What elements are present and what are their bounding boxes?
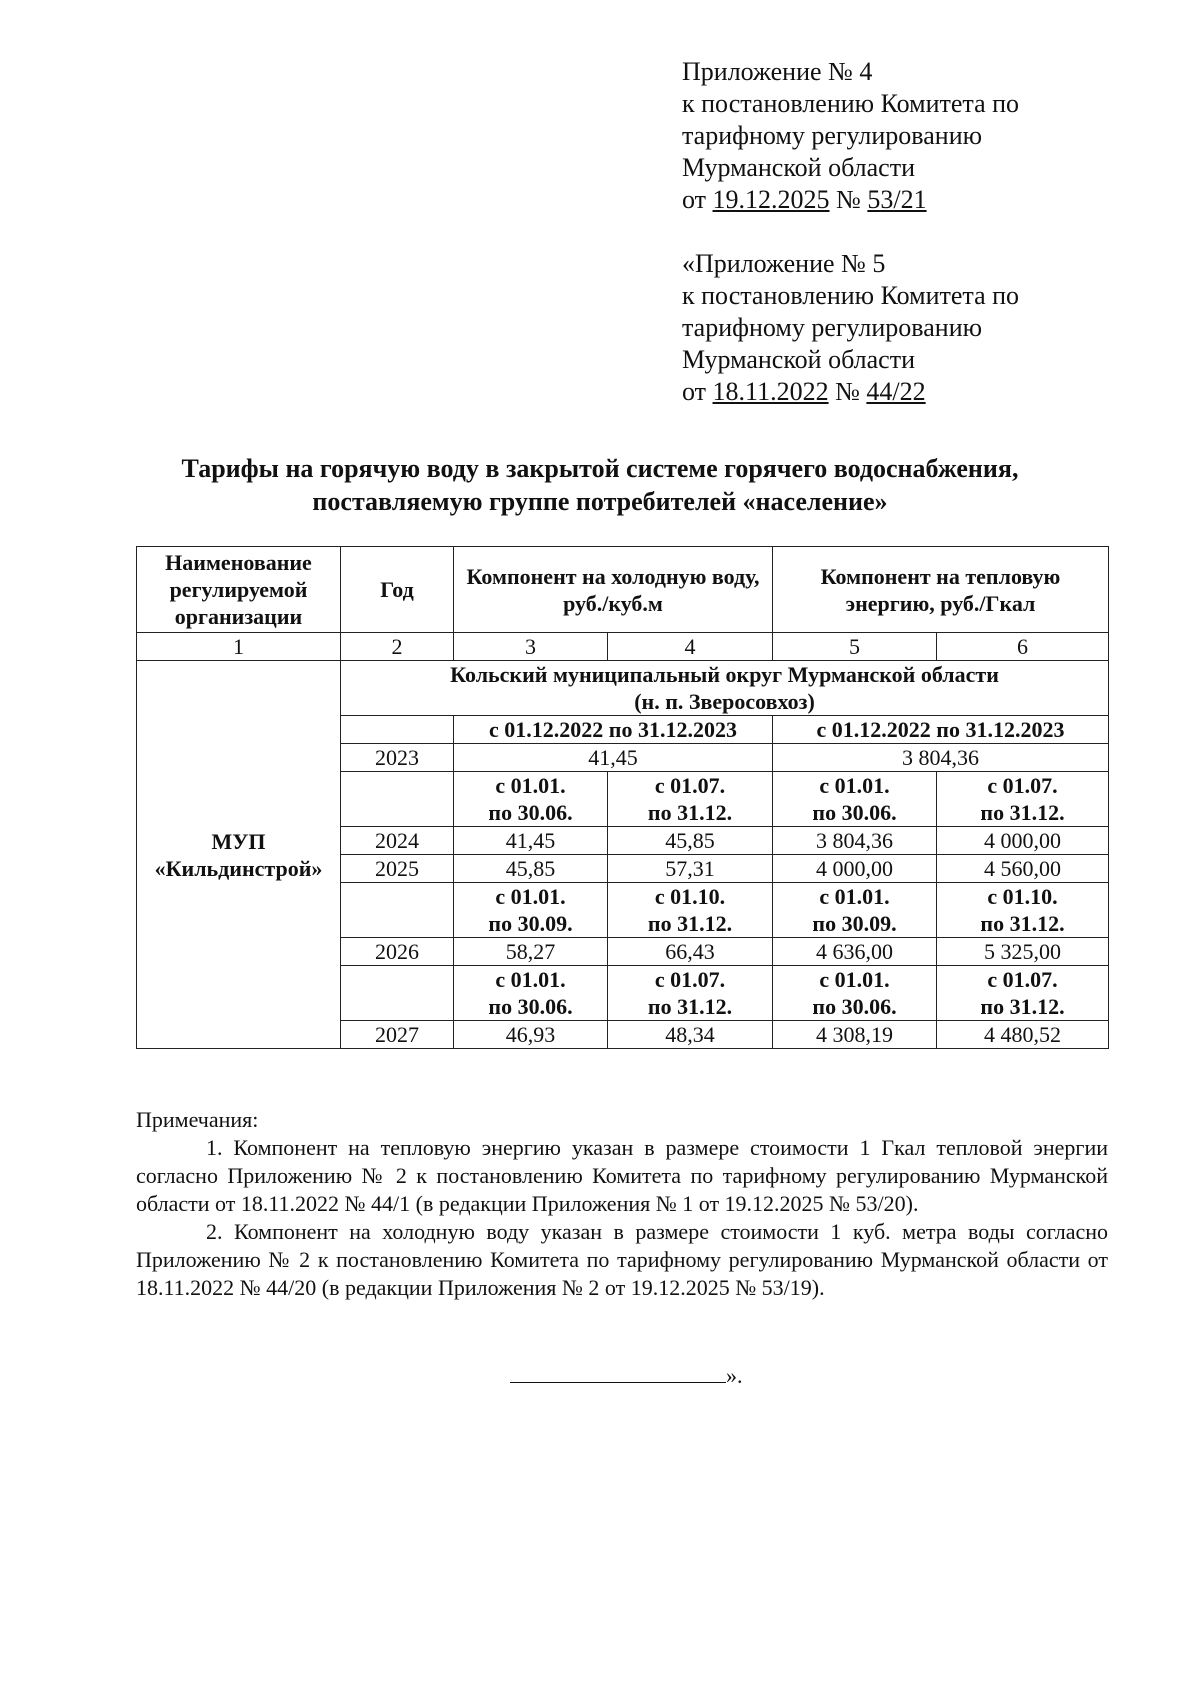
value-heat: 4 560,00 bbox=[937, 855, 1109, 883]
column-number: 4 bbox=[608, 633, 773, 661]
period-from: с 01.07. bbox=[654, 967, 726, 992]
period-to: по 31.12. bbox=[647, 911, 733, 936]
organization-name-cell bbox=[137, 661, 341, 1049]
notes-section bbox=[136, 1106, 1108, 1302]
number-prefix: № bbox=[828, 377, 867, 406]
value-cold: 45,85 bbox=[608, 827, 773, 855]
appendix-header-line: тарифному регулированию bbox=[682, 313, 983, 342]
range-cold: с 01.12.2022 по 31.12.2023 bbox=[454, 716, 773, 744]
number-prefix: № bbox=[829, 185, 868, 214]
period-from: с 01.10. bbox=[987, 884, 1058, 909]
value-heat: 4 000,00 bbox=[937, 827, 1109, 855]
year-cell: 2025 bbox=[341, 855, 454, 883]
organization-name: МУП bbox=[211, 828, 266, 854]
year-cell: 2026 bbox=[341, 938, 454, 966]
period-cell bbox=[773, 883, 937, 938]
empty-cell bbox=[341, 716, 454, 744]
value-heat: 3 804,36 bbox=[773, 827, 937, 855]
period-cell bbox=[608, 966, 773, 1021]
value-heat: 3 804,36 bbox=[773, 744, 1109, 772]
range-heat: с 01.12.2022 по 31.12.2023 bbox=[773, 716, 1109, 744]
header-heat-energy: Компонент на тепловую энергию, руб./Гкал bbox=[773, 547, 1109, 633]
header-year: Год bbox=[341, 547, 454, 633]
year-cell: 2023 bbox=[341, 744, 454, 772]
period-to: по 30.06. bbox=[812, 800, 897, 825]
period-to: по 31.12. bbox=[980, 800, 1065, 825]
column-number: 3 bbox=[454, 633, 608, 661]
period-to: по 30.09. bbox=[812, 911, 897, 936]
table-header-row bbox=[137, 547, 1109, 633]
value-cold: 41,45 bbox=[454, 744, 773, 772]
period-cell bbox=[608, 772, 773, 827]
value-cold: 46,93 bbox=[454, 1021, 608, 1049]
appendix-header-line: к постановлению Комитета по bbox=[682, 281, 1020, 310]
empty-cell bbox=[341, 883, 454, 938]
value-heat: 4 480,52 bbox=[937, 1021, 1109, 1049]
appendix-date: 19.12.2025 bbox=[712, 185, 830, 214]
period-cell bbox=[454, 966, 608, 1021]
period-from: с 01.07. bbox=[987, 773, 1058, 798]
appendix-header-line: Мурманской области bbox=[682, 153, 915, 182]
appendix-header-line: к постановлению Комитета по bbox=[682, 89, 1020, 118]
column-number: 1 bbox=[137, 633, 341, 661]
location-name: Кольский муниципальный округ Мурманской области bbox=[450, 662, 999, 687]
spacer bbox=[682, 216, 1162, 248]
value-heat: 5 325,00 bbox=[937, 938, 1109, 966]
period-to: по 30.06. bbox=[812, 994, 897, 1019]
notes-heading: Примечания: bbox=[136, 1107, 259, 1132]
column-number: 6 bbox=[937, 633, 1109, 661]
period-from: с 01.07. bbox=[987, 967, 1058, 992]
period-cell bbox=[773, 772, 937, 827]
period-from: с 01.10. bbox=[654, 884, 726, 909]
period-cell bbox=[773, 966, 937, 1021]
appendix-date: 18.11.2022 bbox=[712, 377, 829, 406]
period-from: с 01.01. bbox=[495, 773, 566, 798]
appendix-header-line: «Приложение № 5 bbox=[682, 249, 886, 278]
value-heat: 4 308,19 bbox=[773, 1021, 937, 1049]
note-item: 1. Компонент на тепловую энергию указан в размере стоимости 1 Гкал тепловой энергии согласно Приложению № 2 к постановлению Комитета по тарифному регулированию Мурманской области от 18.11.2022 № 44/1 (в редакции Приложения № 1 от 19.12.2025 № 53/20). bbox=[136, 1135, 1108, 1216]
appendix-date-line bbox=[682, 376, 1162, 408]
value-cold: 41,45 bbox=[454, 827, 608, 855]
period-to: по 31.12. bbox=[647, 994, 733, 1019]
appendix-header-line: Приложение № 4 bbox=[682, 57, 873, 86]
period-cell bbox=[937, 966, 1109, 1021]
appendix-number: 44/22 bbox=[866, 377, 926, 406]
closing-mark bbox=[510, 1360, 743, 1390]
closing-quote: ». bbox=[726, 1363, 743, 1388]
period-cell bbox=[608, 883, 773, 938]
value-cold: 66,43 bbox=[608, 938, 773, 966]
note-item: 2. Компонент на холодную воду указан в размере стоимости 1 куб. метра воды согласно Приложению № 2 к постановлению Комитета по тарифному регулированию Мурманской области от 18.11.2022 № 44/20 (в редакции Приложения № 2 от 19.12.2025 № 53/19). bbox=[136, 1219, 1108, 1300]
period-to: по 31.12. bbox=[647, 800, 733, 825]
period-to: по 31.12. bbox=[980, 994, 1065, 1019]
empty-cell bbox=[341, 772, 454, 827]
value-cold: 57,31 bbox=[608, 855, 773, 883]
appendix-date-line bbox=[682, 184, 1162, 216]
column-number-row bbox=[137, 633, 1109, 661]
column-number: 2 bbox=[341, 633, 454, 661]
appendix-header bbox=[682, 56, 1162, 408]
period-to: по 30.09. bbox=[488, 911, 573, 936]
period-cell bbox=[937, 883, 1109, 938]
signature-line bbox=[510, 1360, 726, 1383]
period-from: с 01.07. bbox=[654, 773, 726, 798]
value-cold: 45,85 bbox=[454, 855, 608, 883]
empty-cell bbox=[341, 966, 454, 1021]
period-from: с 01.01. bbox=[495, 967, 566, 992]
year-cell: 2027 bbox=[341, 1021, 454, 1049]
period-to: по 31.12. bbox=[980, 911, 1065, 936]
column-number: 5 bbox=[773, 633, 937, 661]
value-heat: 4 000,00 bbox=[773, 855, 937, 883]
period-to: по 30.06. bbox=[488, 994, 573, 1019]
organization-name: «Кильдинстрой» bbox=[154, 855, 323, 881]
period-from: с 01.01. bbox=[819, 967, 890, 992]
tariff-table bbox=[136, 546, 1109, 1049]
header-cold-water: Компонент на холодную воду, руб./куб.м bbox=[454, 547, 773, 633]
value-cold: 48,34 bbox=[608, 1021, 773, 1049]
location-row bbox=[137, 661, 1109, 716]
document-title bbox=[120, 452, 1080, 518]
appendix-header-line: Мурманской области bbox=[682, 345, 915, 374]
appendix-number: 53/21 bbox=[867, 185, 927, 214]
value-cold: 58,27 bbox=[454, 938, 608, 966]
period-cell bbox=[454, 772, 608, 827]
value-heat: 4 636,00 bbox=[773, 938, 937, 966]
period-from: с 01.01. bbox=[495, 884, 566, 909]
date-prefix: от bbox=[682, 185, 713, 214]
title-line: Тарифы на горячую воду в закрытой системе горячего водоснабжения, bbox=[181, 454, 1019, 483]
period-cell bbox=[454, 883, 608, 938]
appendix-header-line: тарифному регулированию bbox=[682, 121, 983, 150]
period-to: по 30.06. bbox=[488, 800, 573, 825]
period-cell bbox=[937, 772, 1109, 827]
period-from: с 01.01. bbox=[819, 773, 890, 798]
location-cell bbox=[341, 661, 1109, 716]
location-settlement: (н. п. Зверосовхоз) bbox=[634, 689, 815, 714]
header-organization: Наименование регулируемой организации bbox=[137, 547, 341, 633]
period-from: с 01.01. bbox=[819, 884, 890, 909]
year-cell: 2024 bbox=[341, 827, 454, 855]
title-line: поставляемую группе потребителей «население» bbox=[312, 487, 888, 516]
date-prefix: от bbox=[682, 377, 713, 406]
